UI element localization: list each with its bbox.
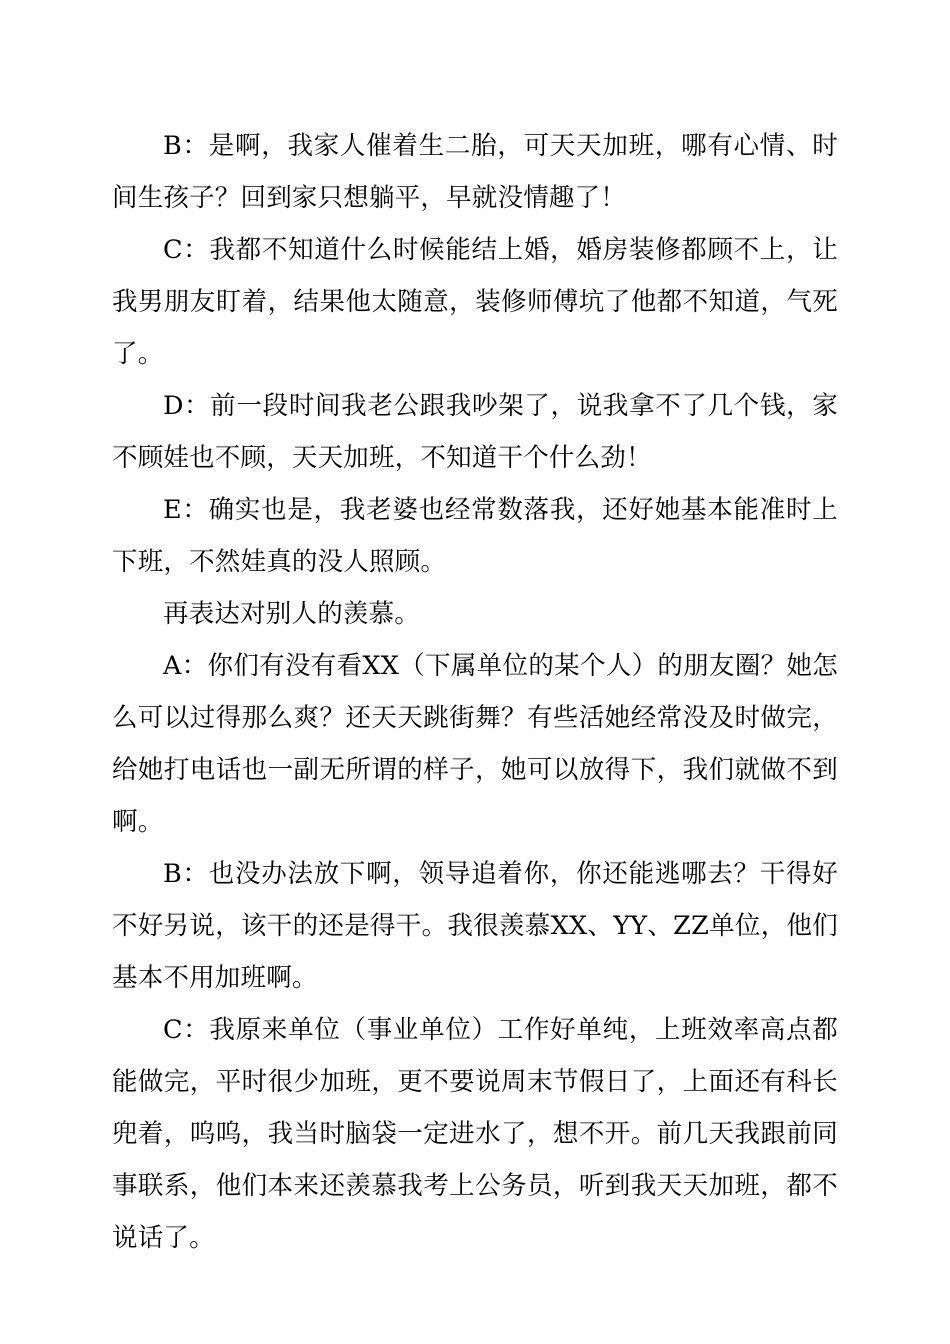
- paragraph: B：是啊，我家人催着生二胎，可天天加班，哪有心情、时间生孩子？回到家只想躺平，早就没情趣了！: [112, 131, 838, 213]
- paragraph: C：我原来单位（事业单位）工作好单纯，上班效率高点都能做完，平时很少加班，更不要说周末节假日了，上面还有科长兜着，呜呜，我当时脑袋一定进水了，想不开。前几天我跟前同事联系，他们本来还羡慕我考上公务员，听到我天天加班，都不说话了。: [112, 1015, 838, 1253]
- paragraph: 再表达对别人的羡慕。: [163, 599, 421, 629]
- document-body: [112, 120, 838, 1264]
- paragraph: C：我都不知道什么时候能结上婚，婚房装修都顾不上，让我男朋友盯着，结果他太随意，装修师傅坑了他都不知道，气死了。: [112, 235, 838, 369]
- paragraph: B：也没办法放下啊，领导追着你，你还能逃哪去？干得好不好另说，该干的还是得干。我很羡慕XX、YY、ZZ单位，他们基本不用加班啊。: [112, 859, 838, 993]
- paragraph: D：前一段时间我老公跟我吵架了，说我拿不了几个钱，家不顾娃也不顾，天天加班，不知道干个什么劲！: [112, 391, 838, 473]
- paragraph: A：你们有没有看XX（下属单位的某个人）的朋友圈？她怎么可以过得那么爽？还天天跳街舞？有些活她经常没及时做完，给她打电话也一副无所谓的样子，她可以放得下，我们就做不到啊。: [112, 651, 838, 837]
- paragraph: E：确实也是，我老婆也经常数落我，还好她基本能准时上下班，不然娃真的没人照顾。: [112, 495, 838, 577]
